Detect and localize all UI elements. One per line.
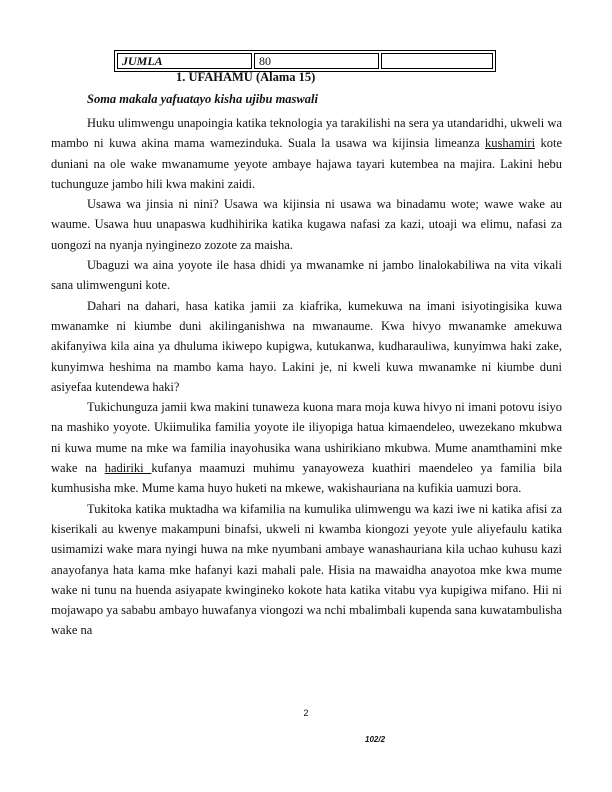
page-number: 2: [303, 708, 309, 718]
paragraph-4: Dahari na dahari, hasa katika jamii za kiafrika, kumekuwa na imani isiyotingisika kuwa mwanamke ni kiumbe duni akilinganishwa na mwanaume. Kwa hivyo mwanamke amekuwa akifanyiwa kila aina ya dhuluma ikiwepo kupigwa, kutukanwa, kudharauliwa, kunyimwa haki zake, kunyimwa heshima na mambo kama hayo. Lakini je, ni kweli kuwa mwanamke ni kiumbe duni asiyefaa kutendewa haki?: [51, 298, 562, 394]
paragraph-1-text-b: kote duniani na ole wake mwanamume yeyote ambaye hajawa tayari kutembea na majira. Lakini hebu tuchunguze jambo hili kwa makini zaidi.: [51, 136, 562, 191]
score-blank-cell: [381, 53, 493, 69]
paragraph-6: Tukitoka katika muktadha wa kifamilia na kumulika ulimwengu wa kazi iwe ni katika afisi za kiserikali au kwenye makampuni binafsi, ukweli ni kwamba kiongozi yeyote yule aliyefaulu katika usimamizi wake mara nyingi huwa na mke nyumbani ambaye wanashauriana kila uchao kuhusu kazi anayofanya hata kama mke hafanyi kazi mahali pale. Hisia na mawaidha anayotoa mke kwa mume wake ni tunu na huenda asiyapate kwingineko kokote hata katika vitabu vya kupigiwa mifano. Hii ni mojawapo ya sababu ambayo huwafanya viongozi wa nchi mbalimbali kupenda sana kuwatambulisha wake na: [51, 501, 562, 638]
paragraph-1: [51, 113, 562, 194]
total-label: JUMLA: [117, 53, 252, 69]
section-title: 1. UFAHAMU (Alama 15): [176, 70, 316, 84]
underlined-word-kushamiri: kushamiri: [485, 136, 536, 151]
underlined-word-hadiriki: hadiriki: [104, 461, 152, 476]
paragraph-3: Ubaguzi wa aina yoyote ile hasa dhidi ya mwanamke ni jambo linalokabiliwa na vita vikali sana ulimwenguni kote.: [51, 258, 562, 293]
instruction-text: Soma makala yafuatayo kisha ujibu maswali: [87, 92, 318, 106]
score-row: [117, 53, 493, 69]
paragraph-5-text-b: kufanya maamuzi muhimu yanayoweza kuathiri maendeleo ya familia bila kumhusisha mke. Mume kama huyo huketi na mkewe, wakishauriana na kufikia uamuzi bora.: [51, 461, 563, 496]
paragraph-1-text-a: Huku ulimwengu unapoingia katika teknologia ya tarakilishi na sera ya utandaridhi, ukweli wa mambo ni kuwa akina mama wamezinduka. Suala la usawa wa kijinsia limeanza: [51, 116, 562, 151]
paragraph-2: Usawa wa jinsia ni nini? Usawa wa kijinsia ni usawa wa binadamu wote; wawe wake au waume. Usawa huu unapaswa kudhihirika katika kugawa nafasi za kazi, utoaji wa elimu, nafasi za uongozi na nyanja nyinginezo zozote za maisha.: [51, 197, 562, 252]
paper-code: 102/2: [365, 735, 386, 744]
paragraph-5-text-a: Tukichunguza jamii kwa makini tunaweza kuona mara moja kuwa hivyo ni imani potovu isiyo na mashiko yoyote. Ukiimulika familia yoyote ile iliyopiga hatua kimaendeleo, uwezekano mkubwa ni kuwa mume na mke wa familia inayohusika wana ushirikiano mkubwa. Mume anamthamini mke wake na: [51, 400, 562, 476]
total-marks: 80: [254, 53, 379, 69]
score-table: [114, 50, 496, 72]
comprehension-passage: [51, 113, 562, 641]
paragraph-5: [51, 397, 562, 498]
